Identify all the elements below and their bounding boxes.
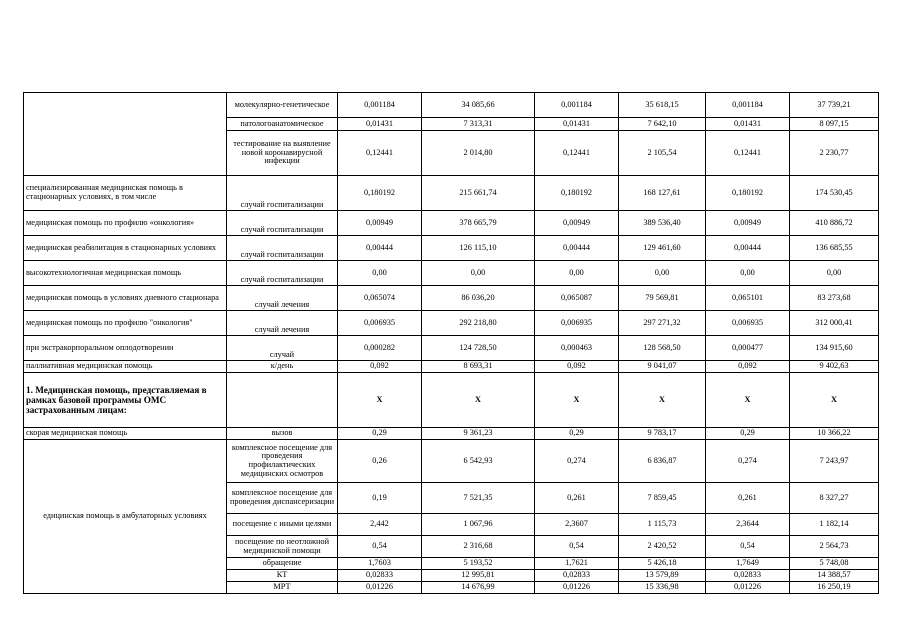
value-cell: 174 530,45	[790, 176, 879, 211]
value-cell: 292 218,80	[422, 311, 535, 336]
table-row	[24, 428, 879, 440]
row-name-cell: специализированная медицинская помощь в стационарных условиях, в том числе	[24, 176, 227, 211]
value-cell: 0,065074	[338, 286, 422, 311]
value-cell: 0,19	[338, 483, 422, 514]
value-cell: 168 127,61	[619, 176, 706, 211]
value-cell: 10 366,22	[790, 428, 879, 440]
value-cell: 0,01431	[706, 118, 790, 131]
value-cell: 126 115,10	[422, 236, 535, 261]
value-cell: 8 097,15	[790, 118, 879, 131]
value-cell: 0,00444	[535, 236, 619, 261]
value-cell: 378 665,79	[422, 211, 535, 236]
value-cell: 0,01226	[706, 582, 790, 594]
value-cell: 5 426,18	[619, 558, 706, 570]
value-cell: 1,7621	[535, 558, 619, 570]
row-name-cell: медицинская реабилитация в стационарных условиях	[24, 236, 227, 261]
row-unit-cell: случай	[227, 336, 338, 361]
value-cell: 9 402,63	[790, 361, 879, 373]
value-cell: 0,54	[706, 536, 790, 558]
row-unit-cell: случай госпитализации	[227, 261, 338, 286]
value-cell: 15 336,98	[619, 582, 706, 594]
value-cell: 0,180192	[338, 176, 422, 211]
value-cell: 0,12441	[535, 131, 619, 176]
value-cell: 0,29	[706, 428, 790, 440]
value-cell: 0,02833	[338, 570, 422, 582]
value-cell: 0,000463	[535, 336, 619, 361]
row-unit-cell: молекулярно-генетическое	[227, 93, 338, 118]
value-cell: 297 271,32	[619, 311, 706, 336]
row-unit-cell: случай лечения	[227, 311, 338, 336]
value-cell: 0,065087	[535, 286, 619, 311]
value-cell: 2 316,68	[422, 536, 535, 558]
row-unit-cell: комплексное посещение для проведения диспансеризации	[227, 483, 338, 514]
table-row	[24, 93, 879, 118]
value-cell: 7 313,31	[422, 118, 535, 131]
value-cell: 0,001184	[338, 93, 422, 118]
row-unit-cell: посещение по неотложной медицинской помощи	[227, 536, 338, 558]
value-cell: 128 568,50	[619, 336, 706, 361]
value-cell: 0,261	[706, 483, 790, 514]
value-cell: 0,01431	[535, 118, 619, 131]
value-cell: 0,00	[790, 261, 879, 286]
value-cell: 0,00	[338, 261, 422, 286]
value-cell: 1,7649	[706, 558, 790, 570]
table-row	[24, 336, 879, 361]
value-cell: 1,7603	[338, 558, 422, 570]
value-cell: 0,000477	[706, 336, 790, 361]
value-cell: 0,29	[338, 428, 422, 440]
value-cell: 312 000,41	[790, 311, 879, 336]
value-cell: 7 642,10	[619, 118, 706, 131]
table-row	[24, 176, 879, 211]
value-cell: 6 836,87	[619, 440, 706, 483]
value-cell: 0,54	[338, 536, 422, 558]
row-name-cell: паллиативная медицинская помощь	[24, 361, 227, 373]
value-cell: 14 676,99	[422, 582, 535, 594]
row-name-cell: при экстракорпоральном оплодотворении	[24, 336, 227, 361]
value-cell: 0,261	[535, 483, 619, 514]
value-cell: 9 783,17	[619, 428, 706, 440]
value-cell: 0,180192	[706, 176, 790, 211]
value-cell: 6 542,93	[422, 440, 535, 483]
value-cell: 14 388,57	[790, 570, 879, 582]
row-unit-cell: тестирование на выявление новой коронавирусной инфекции	[227, 131, 338, 176]
row-unit-cell: случай лечения	[227, 286, 338, 311]
value-cell: 83 273,68	[790, 286, 879, 311]
value-cell: 7 521,35	[422, 483, 535, 514]
value-cell: 0,00444	[706, 236, 790, 261]
value-cell: 7 859,45	[619, 483, 706, 514]
value-cell: 86 036,20	[422, 286, 535, 311]
value-cell: 0,274	[535, 440, 619, 483]
value-cell: 134 915,60	[790, 336, 879, 361]
value-cell: 2 564,73	[790, 536, 879, 558]
value-cell: 129 461,60	[619, 236, 706, 261]
value-cell: 0,00949	[706, 211, 790, 236]
value-cell: 410 886,72	[790, 211, 879, 236]
table-row	[24, 311, 879, 336]
row-name-cell: высокотехнологичная медицинская помощь	[24, 261, 227, 286]
value-cell: 9 041,07	[619, 361, 706, 373]
value-cell: 1 067,96	[422, 514, 535, 536]
row-unit-cell: МРТ	[227, 582, 338, 594]
value-cell: 0,006935	[706, 311, 790, 336]
value-cell: 0,54	[535, 536, 619, 558]
row-unit-cell: КТ	[227, 570, 338, 582]
value-cell: 0,02833	[706, 570, 790, 582]
value-cell: Х	[535, 373, 619, 428]
value-cell: 0,26	[338, 440, 422, 483]
value-cell: 0,12441	[338, 131, 422, 176]
value-cell: 0,00949	[535, 211, 619, 236]
value-cell: 0,00	[619, 261, 706, 286]
row-unit-cell: посещение с иными целями	[227, 514, 338, 536]
row-unit-cell: вызов	[227, 428, 338, 440]
value-cell: 16 250,19	[790, 582, 879, 594]
value-cell: 136 685,55	[790, 236, 879, 261]
value-cell: 0,01226	[338, 582, 422, 594]
row-unit-cell: обращение	[227, 558, 338, 570]
value-cell: 0,092	[535, 361, 619, 373]
value-cell: 1 115,73	[619, 514, 706, 536]
value-cell: 1 182,14	[790, 514, 879, 536]
value-cell: 2 420,52	[619, 536, 706, 558]
value-cell: 0,01431	[338, 118, 422, 131]
row-unit-cell	[227, 373, 338, 428]
row-name-cell: скорая медицинская помощь	[24, 428, 227, 440]
value-cell: 2,3607	[535, 514, 619, 536]
value-cell: 0,092	[338, 361, 422, 373]
row-unit-cell: к/день	[227, 361, 338, 373]
value-cell: 34 085,66	[422, 93, 535, 118]
value-cell: 0,001184	[535, 93, 619, 118]
value-cell: 79 569,81	[619, 286, 706, 311]
row-name-cell: едицинская помощь в амбулаторных условиях	[24, 440, 227, 594]
value-cell: Х	[422, 373, 535, 428]
row-unit-cell: случай госпитализации	[227, 176, 338, 211]
row-name-cell	[24, 93, 227, 176]
tariff-table	[23, 92, 879, 594]
row-unit-cell: случай госпитализации	[227, 236, 338, 261]
value-cell: Х	[338, 373, 422, 428]
row-unit-cell: патологоанатомическое	[227, 118, 338, 131]
value-cell: 0,006935	[338, 311, 422, 336]
value-cell: 0,00949	[338, 211, 422, 236]
value-cell: 5 193,52	[422, 558, 535, 570]
value-cell: 5 748,08	[790, 558, 879, 570]
value-cell: 35 618,15	[619, 93, 706, 118]
value-cell: 0,00	[535, 261, 619, 286]
value-cell: 0,001184	[706, 93, 790, 118]
row-name-cell: медицинская помощь по профилю «онкология»	[24, 211, 227, 236]
value-cell: 8 693,31	[422, 361, 535, 373]
table-row	[24, 211, 879, 236]
value-cell: 0,29	[535, 428, 619, 440]
value-cell: 8 327,27	[790, 483, 879, 514]
value-cell: 0,006935	[535, 311, 619, 336]
value-cell: 13 579,89	[619, 570, 706, 582]
table-row	[24, 373, 879, 428]
value-cell: 215 661,74	[422, 176, 535, 211]
value-cell: Х	[790, 373, 879, 428]
value-cell: 2,442	[338, 514, 422, 536]
value-cell: 37 739,21	[790, 93, 879, 118]
table-row	[24, 286, 879, 311]
value-cell: 124 728,50	[422, 336, 535, 361]
value-cell: 0,180192	[535, 176, 619, 211]
value-cell: 0,02833	[535, 570, 619, 582]
table-row	[24, 236, 879, 261]
value-cell: 0,00	[706, 261, 790, 286]
table-row	[24, 361, 879, 373]
value-cell: 2 105,54	[619, 131, 706, 176]
table-row	[24, 440, 879, 483]
value-cell: 0,00444	[338, 236, 422, 261]
value-cell: 389 536,40	[619, 211, 706, 236]
value-cell: Х	[706, 373, 790, 428]
row-name-cell: медицинская помощь по профилю "онкология"	[24, 311, 227, 336]
value-cell: 0,01226	[535, 582, 619, 594]
value-cell: 0,274	[706, 440, 790, 483]
value-cell: 0,00	[422, 261, 535, 286]
row-name-cell: медицинская помощь в условиях дневного стационара	[24, 286, 227, 311]
value-cell: 7 243,97	[790, 440, 879, 483]
row-unit-cell: случай госпитализации	[227, 211, 338, 236]
section-heading: 1. Медицинская помощь, представляемая в рамках базовой программы ОМС застрахованным лицам:	[24, 373, 227, 428]
table-row	[24, 261, 879, 286]
value-cell: 2 014,80	[422, 131, 535, 176]
value-cell: 9 361,23	[422, 428, 535, 440]
value-cell: 0,065101	[706, 286, 790, 311]
value-cell: 0,000282	[338, 336, 422, 361]
row-unit-cell: комплексное посещение для проведения профилактических медицинских осмотров	[227, 440, 338, 483]
value-cell: 2 230,77	[790, 131, 879, 176]
value-cell: 12 995,81	[422, 570, 535, 582]
value-cell: 0,12441	[706, 131, 790, 176]
value-cell: 0,092	[706, 361, 790, 373]
value-cell: 2,3644	[706, 514, 790, 536]
value-cell: Х	[619, 373, 706, 428]
